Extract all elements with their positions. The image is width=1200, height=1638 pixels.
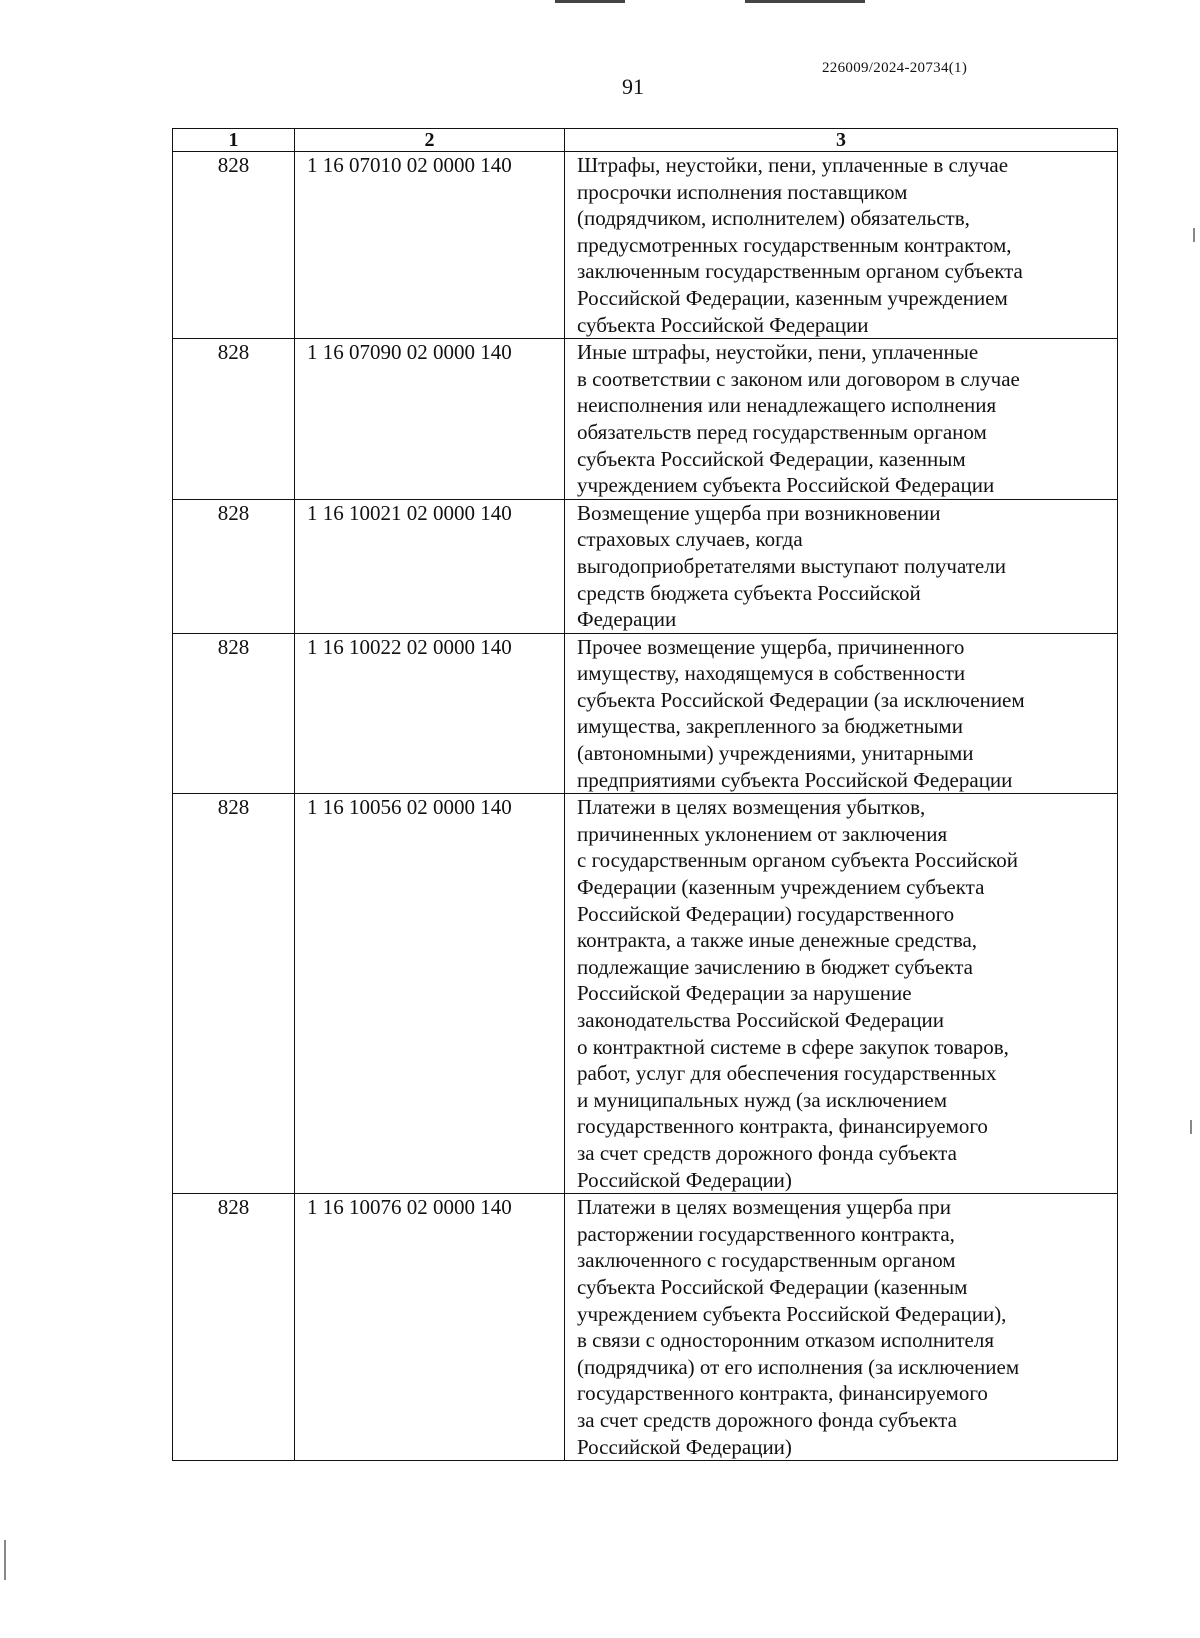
description-line: государственного контракта, финансируемого: [577, 1381, 988, 1406]
table-row: [173, 499, 1118, 633]
budget-codes-table: [172, 128, 1118, 1461]
table-row: [173, 339, 1118, 500]
description-line: страховых случаев, когда: [577, 527, 803, 552]
description-line: государственного контракта, финансируемого: [577, 1114, 988, 1139]
description-line: субъекта Российской Федерации: [577, 312, 869, 337]
description-line: субъекта Российской Федерации (за исключением: [577, 687, 1025, 712]
scan-mark: [555, 0, 625, 3]
description-line: субъекта Российской Федерации, казенным: [577, 446, 966, 471]
scan-edge-mark: [4, 1540, 6, 1580]
budget-classification-code-cell: 1 16 07010 02 0000 140: [295, 152, 565, 339]
page-number: 91: [622, 74, 644, 99]
description-line: и муниципальных нужд (за исключением: [577, 1087, 947, 1112]
description-line: средств бюджета субъекта Российской: [577, 580, 921, 605]
description-line: (подрядчика) от его исполнения (за исключением: [577, 1354, 1020, 1379]
table-row: [173, 1194, 1118, 1461]
description-line: Платежи в целях возмещения убытков,: [577, 795, 926, 820]
description-line: за счет средств дорожного фонда субъекта: [577, 1407, 957, 1432]
description-line: (автономными) учреждениями, унитарными: [577, 741, 974, 766]
column-header-2: 2: [295, 129, 565, 152]
column-header-3: 3: [565, 129, 1118, 152]
description-line: Платежи в целях возмещения ущерба при: [577, 1195, 952, 1220]
table-row: [173, 633, 1118, 794]
scan-edge-mark: [1190, 1120, 1192, 1134]
admin-code-cell: 828: [173, 152, 295, 339]
description-line: причиненных уклонением от заключения: [577, 821, 948, 846]
description-line: выгодоприобретателями выступают получатели: [577, 553, 1006, 578]
document-number: 226009/2024-20734(1): [822, 60, 968, 76]
description-line: субъекта Российской Федерации (казенным: [577, 1274, 968, 1299]
description-line: (подрядчиком, исполнителем) обязательств,: [577, 206, 970, 231]
description-line: за счет средств дорожного фонда субъекта: [577, 1140, 957, 1165]
table-header-row: [173, 129, 1118, 152]
admin-code-cell: 828: [173, 633, 295, 794]
description-line: о контрактной системе в сфере закупок товаров,: [577, 1034, 1009, 1059]
description-line: контракта, а также иные денежные средства,: [577, 928, 978, 953]
revenue-description-cell: [565, 794, 1118, 1194]
revenue-description-cell: [565, 499, 1118, 633]
description-line: в связи с односторонним отказом исполнителя: [577, 1328, 994, 1353]
description-line: Российской Федерации) государственного: [577, 901, 955, 926]
budget-codes-table-container: [172, 128, 1118, 1461]
budget-classification-code-cell: 1 16 10056 02 0000 140: [295, 794, 565, 1194]
admin-code-cell: 828: [173, 339, 295, 500]
description-line: имуществу, находящемуся в собственности: [577, 661, 966, 686]
budget-classification-code-cell: 1 16 10076 02 0000 140: [295, 1194, 565, 1461]
description-line: имущества, закрепленного за бюджетными: [577, 714, 963, 739]
table-row: [173, 794, 1118, 1194]
description-line: законодательства Российской Федерации: [577, 1008, 945, 1032]
description-line: учреждением субъекта Российской Федерации: [577, 473, 995, 498]
description-line: Прочее возмещение ущерба, причиненного: [577, 634, 965, 659]
column-header-1: 1: [173, 129, 295, 152]
description-line: Российской Федерации, казенным учреждением: [577, 285, 1008, 310]
revenue-description-cell: [565, 633, 1118, 794]
revenue-description-cell: [565, 152, 1118, 339]
admin-code-cell: 828: [173, 499, 295, 633]
description-line: работ, услуг для обеспечения государственных: [577, 1061, 997, 1086]
scan-edge-mark: [1193, 228, 1195, 242]
description-line: Штрафы, неустойки, пени, уплаченные в случае: [577, 153, 1009, 177]
top-scan-marks: [555, 0, 875, 4]
scan-mark: [745, 0, 865, 3]
description-line: с государственным органом субъекта Российской: [577, 848, 1018, 873]
description-line: Российской Федерации): [577, 1167, 792, 1192]
description-line: Федерации (казенным учреждением субъекта: [577, 875, 985, 900]
description-line: заключенным государственным органом субъекта: [577, 259, 1023, 284]
description-line: заключенного с государственным органом: [577, 1248, 956, 1273]
budget-classification-code-cell: 1 16 07090 02 0000 140: [295, 339, 565, 500]
budget-classification-code-cell: 1 16 10021 02 0000 140: [295, 499, 565, 633]
description-line: подлежащие зачислению в бюджет субъекта: [577, 954, 973, 979]
description-line: расторжении государственного контракта,: [577, 1221, 955, 1246]
admin-code-cell: 828: [173, 1194, 295, 1461]
budget-classification-code-cell: 1 16 10022 02 0000 140: [295, 633, 565, 794]
description-line: учреждением субъекта Российской Федерации),: [577, 1301, 1007, 1326]
description-line: просрочки исполнения поставщиком: [577, 179, 908, 204]
description-line: неисполнения или ненадлежащего исполнения: [577, 393, 997, 418]
description-line: предусмотренных государственным контрактом,: [577, 232, 1012, 257]
description-line: предприятиями субъекта Российской Федерации: [577, 767, 1013, 792]
admin-code-cell: 828: [173, 794, 295, 1194]
description-line: Возмещение ущерба при возникновении: [577, 500, 941, 525]
description-line: Российской Федерации): [577, 1434, 792, 1459]
table-body: [173, 152, 1118, 1461]
description-line: Российской Федерации за нарушение: [577, 981, 912, 1006]
description-line: обязательств перед государственным органом: [577, 419, 987, 444]
description-line: в соответствии с законом или договором в случае: [577, 366, 1020, 391]
table-row: [173, 152, 1118, 339]
revenue-description-cell: [565, 339, 1118, 500]
revenue-description-cell: [565, 1194, 1118, 1461]
description-line: Федерации: [577, 607, 677, 632]
description-line: Иные штрафы, неустойки, пени, уплаченные: [577, 340, 979, 365]
